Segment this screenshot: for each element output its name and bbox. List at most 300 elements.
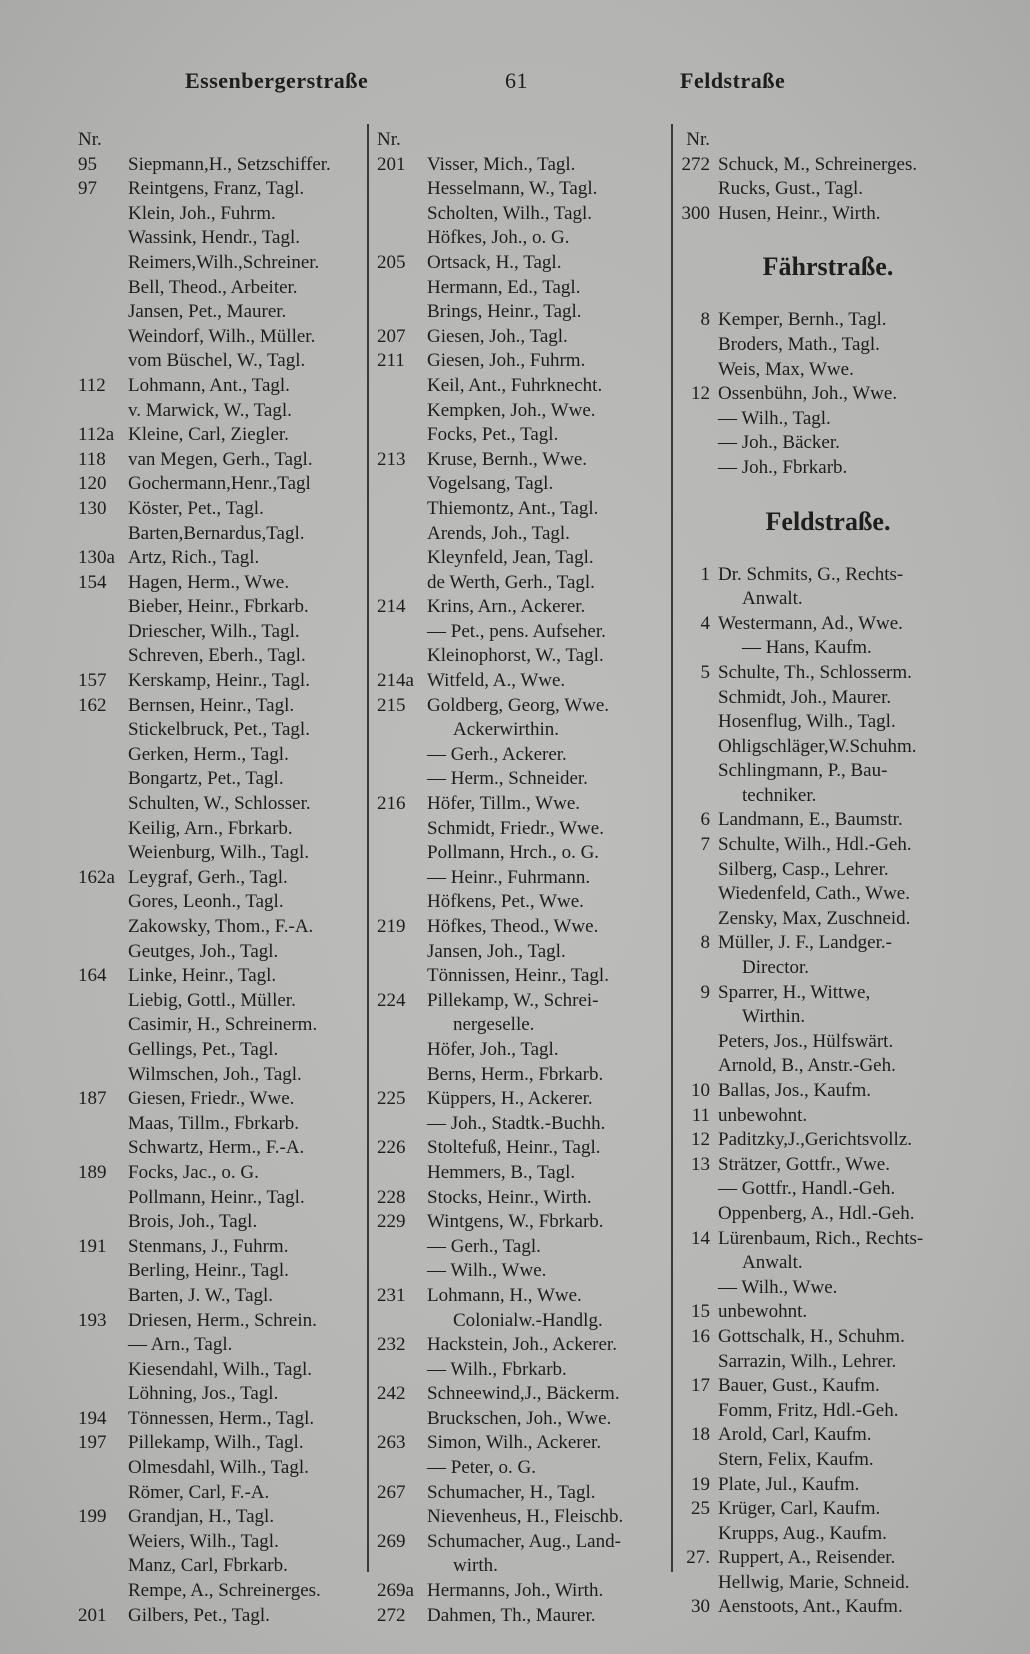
house-number: 6 [700,809,710,831]
resident-entry: Thiemontz, Ant., Tagl. [427,497,599,519]
resident-entry: Oppenberg, A., Hdl.-Geh. [718,1202,915,1224]
directory-entry [678,382,978,407]
directory-entry [678,1128,978,1153]
house-number: 211 [377,350,405,372]
house-number: 242 [377,1383,406,1405]
directory-entry [678,1276,978,1301]
resident-entry: Schuck, M., Schreinerges. [718,153,918,175]
resident-entry: Barten, J. W., Tagl. [128,1284,274,1306]
resident-entry: Colonialw.-Handlg. [453,1309,603,1331]
resident-entry: Sparrer, H., Wittwe, [718,981,871,1003]
house-number: 15 [691,1301,710,1323]
resident-entry: Löhning, Jos., Tagl. [128,1383,279,1405]
resident-entry: Schumacher, Aug., Land- [427,1530,621,1552]
resident-entry: Höfkes, Theod., Wwe. [427,916,599,937]
resident-entry: Fomm, Fritz, Hdl.-Geh. [718,1399,899,1421]
directory-entry [678,407,978,432]
resident-entry: — Joh., Fbrkarb. [718,456,848,478]
resident-entry: Reimers,Wilh.,Schreiner. [128,251,320,273]
resident-entry: Kleynfeld, Jean, Tagl. [427,547,594,569]
resident-entry: Hemmers, B., Tagl. [427,1161,576,1183]
house-number: 154 [78,571,107,593]
resident-entry: Liebig, Gottl., Müller. [128,989,296,1011]
directory-entry [678,956,978,981]
resident-entry: Siepmann,H., Setzschiffer. [128,153,331,175]
directory-entry [678,1595,978,1620]
house-number: 191 [78,1235,107,1257]
resident-entry: — Hans, Kaufm. [742,637,872,659]
house-number: 199 [78,1506,107,1528]
resident-entry: Kiesendahl, Wilh., Tagl. [128,1358,313,1380]
resident-entry: Köster, Pet., Tagl. [128,497,264,519]
resident-entry: Maas, Tillm., Fbrkarb. [128,1112,300,1134]
resident-entry: — Peter, o. G. [427,1457,536,1479]
house-number: 162 [78,694,107,716]
resident-entry: Sarrazin, Wilh., Lehrer. [718,1350,897,1372]
running-header-right: Feldstraße [680,68,786,93]
column-divider [671,124,673,1572]
house-number: 120 [78,473,107,495]
house-number: 95 [78,153,97,175]
directory-entry [678,1497,978,1522]
resident-entry: — Wilh., Tagl. [718,407,831,429]
house-number: 8 [700,932,710,954]
house-number: 9 [700,981,710,1003]
resident-entry: Leygraf, Gerh., Tagl. [128,866,288,888]
resident-entry: Römer, Carl, F.-A. [128,1481,270,1503]
resident-entry: Müller, J. F., Landger.- [718,932,892,954]
house-number: 272 [681,153,710,175]
resident-entry: — Joh., Bäcker. [718,432,840,454]
directory-entry [678,177,978,202]
resident-entry: Kleine, Carl, Ziegler. [128,424,289,446]
resident-entry: — Gottfr., Handl.-Geh. [718,1178,896,1200]
directory-entry [678,833,978,858]
directory-entry [678,1423,978,1448]
resident-entry: Krins, Arn., Ackerer. [427,596,586,618]
directory-entry [678,981,978,1006]
house-number: 194 [78,1407,107,1429]
house-number: 7 [700,834,710,856]
directory-column-3 [678,128,978,1620]
running-header-left: Essenbergerstraße [185,68,369,93]
house-number: 189 [78,1161,107,1183]
resident-entry: Höfkes, Joh., o. G. [427,227,570,249]
resident-entry: Casimir, H., Schreinerm. [128,1014,318,1036]
resident-entry: Barten,Bernardus,Tagl. [128,522,305,544]
resident-entry: Aenstoots, Ant., Kaufm. [718,1596,903,1618]
house-number: 118 [78,448,106,470]
resident-entry: Tönnessen, Herm., Tagl. [128,1407,315,1429]
resident-entry: Westermann, Ad., Wwe. [718,612,903,634]
resident-entry: Arends, Joh., Tagl. [427,522,570,544]
house-number: 267 [377,1481,406,1503]
resident-entry: Krüger, Carl, Kaufm. [718,1498,881,1520]
resident-entry: Weienburg, Wilh., Tagl. [128,842,310,864]
directory-entry [678,1227,978,1252]
directory-entry [678,735,978,760]
resident-entry: Pillekamp, Wilh., Tagl. [128,1432,304,1454]
resident-entry: unbewohnt. [718,1104,808,1126]
house-number: 130 [78,497,107,519]
resident-entry: Focks, Pet., Tagl. [427,424,559,446]
resident-entry: Director. [742,957,810,979]
resident-entry: Landmann, E., Baumstr. [718,809,903,831]
resident-entry: Visser, Mich., Tagl. [427,153,576,175]
resident-entry: Dahmen, Th., Maurer. [427,1604,596,1626]
house-number: 97 [78,178,97,200]
resident-entry: Simon, Wilh., Ackerer. [427,1432,602,1454]
resident-entry: Bieber, Heinr., Fbrkarb. [128,596,309,618]
resident-entry: Anwalt. [742,588,803,610]
street-heading: Feldstraße. [765,506,891,536]
resident-entry: Schulte, Wilh., Hdl.-Geh. [718,834,912,856]
resident-entry: Wiedenfeld, Cath., Wwe. [718,883,910,905]
directory-entry [678,128,978,153]
house-number: 12 [691,1129,710,1151]
resident-entry: Wassink, Hendr., Tagl. [128,227,300,249]
resident-entry: Manz, Carl, Fbrkarb. [128,1555,288,1577]
resident-entry: Olmesdahl, Wilh., Tagl. [128,1457,309,1479]
resident-entry: Plate, Jul., Kaufm. [718,1473,860,1495]
directory-entry [678,1325,978,1350]
resident-entry: Dr. Schmits, G., Rechts- [718,563,904,585]
resident-entry: Gilbers, Pet., Tagl. [128,1604,270,1626]
resident-entry: Focks, Jac., o. G. [128,1161,259,1183]
directory-entry [678,636,978,661]
house-number: 226 [377,1137,406,1159]
house-number: 215 [377,694,406,716]
resident-entry: Stocks, Heinr., Wirth. [427,1186,592,1208]
house-number: 18 [691,1424,710,1446]
resident-entry: Klein, Joh., Fuhrm. [128,202,276,224]
resident-entry: Bongartz, Pet., Tagl. [128,768,284,790]
directory-entry [678,333,978,358]
resident-entry: Ossenbühn, Joh., Wwe. [718,383,898,405]
resident-entry: Hagen, Herm., Wwe. [128,571,290,593]
resident-entry: Lohmann, Ant., Tagl. [128,374,290,396]
house-number: 30 [691,1596,710,1618]
house-number: 162a [78,866,115,888]
directory-entry [678,661,978,686]
house-number: 272 [377,1604,406,1626]
resident-entry: Küppers, H., Ackerer. [427,1088,593,1110]
house-number: 5 [700,661,710,683]
resident-entry: Broders, Math., Tagl. [718,333,880,355]
resident-entry: Hermanns, Joh., Wirth. [427,1580,604,1602]
resident-entry: Ackerwirthin. [453,719,560,741]
house-number: 164 [78,965,107,987]
directory-entry [678,456,978,481]
directory-entry [678,202,978,227]
resident-entry: Lohmann, H., Wwe. [427,1284,582,1306]
resident-entry: — Herm., Schneider. [427,768,588,790]
house-number: 214a [377,670,414,692]
resident-entry: Husen, Heinr., Wirth. [718,202,881,224]
directory-entry [678,759,978,784]
house-number: 16 [691,1325,710,1347]
resident-entry: Ortsack, H., Tagl. [427,251,562,273]
resident-entry: Kempken, Joh., Wwe. [427,399,596,421]
street-heading: Fährstraße. [762,252,894,282]
house-number: 130a [78,547,115,569]
resident-entry: Stenmans, J., Fuhrm. [128,1235,289,1257]
resident-entry: Jansen, Pet., Maurer. [128,301,287,323]
resident-entry: Peters, Jos., Hülfswärt. [718,1030,894,1052]
resident-entry: — Pet., pens. Aufseher. [427,620,606,642]
resident-entry: Scholten, Wilh., Tagl. [427,202,593,224]
house-number: 19 [691,1473,710,1495]
resident-entry: Schlingmann, P., Bau- [718,760,888,782]
resident-entry: Höfkens, Pet., Wwe. [427,891,584,913]
resident-entry: Ballas, Jos., Kaufm. [718,1080,872,1101]
house-number: 229 [377,1211,406,1233]
resident-entry: Ohligschläger,W.Schuhm. [718,735,917,757]
resident-entry: Höfer, Joh., Tagl. [427,1038,559,1060]
directory-entry [678,1054,978,1079]
resident-entry: Giesen, Friedr., Wwe. [128,1088,295,1110]
resident-entry: — Gerh., Tagl. [427,1235,541,1257]
resident-entry: Bruckschen, Joh., Wwe. [427,1407,612,1429]
resident-entry: Gellings, Pet., Tagl. [128,1038,279,1060]
resident-entry: Reintgens, Franz, Tagl. [128,178,305,200]
directory-entry [678,1350,978,1375]
resident-entry: Schmidt, Friedr., Wwe. [427,817,604,839]
house-number: 12 [691,383,710,405]
resident-entry: Weiers, Wilh., Tagl. [128,1530,279,1552]
directory-entry [678,1005,978,1030]
resident-entry: unbewohnt. [718,1301,808,1323]
resident-entry: Wirthin. [742,1006,806,1028]
resident-entry: Keil, Ant., Fuhrknecht. [427,374,603,396]
house-number: Nr. [78,129,102,150]
resident-entry: Zensky, Max, Zuschneid. [718,907,911,929]
resident-entry: Berling, Heinr., Tagl. [128,1260,289,1282]
directory-entry [678,907,978,932]
resident-entry: Höfer, Tillm., Wwe. [427,793,581,815]
resident-entry: wirth. [453,1555,498,1577]
resident-entry: Schneewind,J., Bäckerm. [427,1383,620,1405]
resident-entry: — Joh., Stadtk.-Buchh. [427,1112,606,1134]
resident-entry: Hellwig, Marie, Schneid. [718,1571,910,1593]
resident-entry: Schwartz, Herm., F.-A. [128,1137,305,1159]
resident-entry: Schumacher, H., Tagl. [427,1481,596,1503]
resident-entry: Anwalt. [742,1252,803,1274]
directory-entry [678,1251,978,1276]
resident-entry: Witfeld, A., Wwe. [427,670,566,692]
resident-entry: Bell, Theod., Arbeiter. [128,276,298,298]
directory-entry [678,431,978,456]
directory-entry [678,858,978,883]
house-number: 214 [377,596,406,618]
resident-entry: Tönnissen, Heinr., Tagl. [427,965,609,987]
resident-entry: Geutges, Joh., Tagl. [128,940,279,962]
resident-entry: Artz, Rich., Tagl. [128,547,260,569]
resident-entry: Schulten, W., Schlosser. [128,793,311,815]
resident-entry: Strätzer, Gottfr., Wwe. [718,1153,890,1175]
directory-entry [678,931,978,956]
resident-entry: — Wilh., Wwe. [427,1260,547,1282]
resident-entry: Giesen, Joh., Tagl. [427,325,568,347]
house-number: 205 [377,251,406,273]
directory-entry [678,153,978,178]
resident-entry: Wilmschen, Joh., Tagl. [128,1063,302,1085]
resident-entry: Bauer, Gust., Kaufm. [718,1375,880,1397]
directory-entry [678,358,978,383]
house-number: 224 [377,989,406,1011]
resident-entry: Wintgens, W., Fbrkarb. [427,1211,604,1233]
resident-entry: Grandjan, H., Tagl. [128,1506,275,1528]
resident-entry: Pollmann, Hrch., o. G. [427,842,600,864]
resident-entry: v. Marwick, W., Tagl. [128,399,292,421]
resident-entry: Berns, Herm., Fbrkarb. [427,1063,604,1085]
resident-entry: Jansen, Joh., Tagl. [427,940,566,962]
resident-entry: de Werth, Gerh., Tagl. [427,571,595,593]
resident-entry: Driescher, Wilh., Tagl. [128,620,300,642]
house-number: 17 [691,1375,710,1397]
directory-entry [678,710,978,735]
resident-entry: Gochermann,Henr.,Tagl [128,473,311,495]
resident-entry: Schreven, Eberh., Tagl. [128,645,306,667]
resident-entry: Stoltefuß, Heinr., Tagl. [427,1137,601,1159]
resident-entry: Zakowsky, Thom., F.-A. [128,916,314,937]
directory-entry [678,1300,978,1325]
directory-entry [678,1177,978,1202]
resident-entry: Stickelbruck, Pet., Tagl. [128,719,310,741]
resident-entry: Driesen, Herm., Schrein. [128,1309,317,1331]
resident-entry: Pillekamp, W., Schrei- [427,989,599,1011]
directory-entry [678,882,978,907]
house-number: 207 [377,325,406,347]
house-number: 269a [377,1580,414,1602]
directory-entry [678,1079,978,1104]
house-number: Nr. [377,129,401,150]
resident-entry: Giesen, Joh., Fuhrm. [427,350,586,372]
resident-entry: Rucks, Gust., Tagl. [718,178,864,200]
house-number: 225 [377,1088,406,1110]
resident-entry: Pollmann, Heinr., Tagl. [128,1186,305,1208]
house-number: 13 [691,1153,710,1175]
resident-entry: Linke, Heinr., Tagl. [128,965,277,987]
house-number: 300 [681,202,710,224]
resident-entry: — Gerh., Ackerer. [427,743,567,765]
directory-entry [678,1104,978,1129]
resident-entry: Weindorf, Wilh., Müller. [128,325,316,347]
resident-entry: Bernsen, Heinr., Tagl. [128,694,295,716]
house-number: 25 [691,1498,710,1520]
resident-entry: Keilig, Arn., Fbrkarb. [128,817,293,839]
house-number: 112a [78,424,115,446]
house-number: 263 [377,1432,406,1454]
house-number: 8 [700,309,710,331]
resident-entry: techniker. [742,784,817,806]
page-number: 61 [505,68,528,93]
house-number: 232 [377,1334,406,1356]
resident-entry: Schulte, Th., Schlosserm. [718,661,912,683]
resident-entry: Lürenbaum, Rich., Rechts- [718,1227,924,1249]
resident-entry: vom Büschel, W., Tagl. [128,350,306,372]
resident-entry: Stern, Felix, Kaufm. [718,1448,874,1470]
resident-entry: — Wilh., Fbrkarb. [427,1358,567,1380]
house-number: 228 [377,1186,406,1208]
resident-entry: Hesselmann, W., Tagl. [427,178,598,200]
resident-entry: Gerken, Herm., Tagl. [128,743,289,765]
resident-entry: Gottschalk, H., Schuhm. [718,1325,905,1347]
house-number: 269 [377,1530,406,1552]
directory-entry [678,1571,978,1596]
house-number: 193 [78,1309,107,1331]
house-number: 197 [78,1432,107,1454]
directory-entry [678,563,978,588]
column-divider [367,124,369,1572]
resident-entry: Vogelsang, Tagl. [427,473,554,495]
resident-entry: Kemper, Bernh., Tagl. [718,309,887,331]
directory-entry [678,308,978,333]
resident-entry: — Wilh., Wwe. [718,1276,838,1298]
house-number: 216 [377,793,406,815]
resident-entry: nergeselle. [453,1014,535,1036]
directory-entry [678,1202,978,1227]
resident-entry: Hosenflug, Wilh., Tagl. [718,711,896,733]
house-number: 201 [78,1604,107,1626]
resident-entry: Paditzky,J.,Gerichtsvollz. [718,1129,913,1151]
resident-entry: Goldberg, Georg, Wwe. [427,694,610,716]
resident-entry: — Arn., Tagl. [128,1334,233,1356]
resident-entry: Schmidt, Joh., Maurer. [718,686,892,708]
resident-entry: Brings, Heinr., Tagl. [427,301,582,323]
resident-entry: Nievenheus, H., Fleischb. [427,1506,624,1528]
resident-entry: Weis, Max, Wwe. [718,358,854,380]
house-number: 112 [78,374,106,396]
directory-entry [678,808,978,833]
resident-entry: van Megen, Gerh., Tagl. [128,448,313,470]
resident-entry: Brois, Joh., Tagl. [128,1211,258,1233]
house-number: 11 [691,1104,710,1126]
resident-entry: Kerskamp, Heinr., Tagl. [128,670,310,692]
directory-entry [678,1473,978,1498]
directory-entry [678,1546,978,1571]
directory-entry [678,1399,978,1424]
resident-entry: Arold, Carl, Kaufm. [718,1424,872,1446]
resident-entry: Gores, Leonh., Tagl. [128,891,284,913]
house-number: 14 [691,1227,710,1249]
resident-entry: Hermann, Ed., Tagl. [427,276,581,298]
house-number: 187 [78,1088,107,1110]
house-number: 10 [691,1080,710,1101]
resident-entry: Silberg, Casp., Lehrer. [718,858,889,880]
house-number: 201 [377,153,406,175]
resident-entry: Arnold, B., Anstr.-Geh. [718,1055,896,1077]
directory-entry [678,784,978,809]
house-number: 213 [377,448,406,470]
resident-entry: Ruppert, A., Reisender. [718,1547,896,1569]
house-number: 231 [377,1284,406,1306]
resident-entry: Hackstein, Joh., Ackerer. [427,1334,617,1356]
house-number: 157 [78,670,107,692]
directory-entry [678,1374,978,1399]
resident-entry: Krupps, Aug., Kaufm. [718,1522,887,1544]
directory-entry [678,1153,978,1178]
directory-entry [678,686,978,711]
house-number: 27. [686,1547,710,1569]
house-number: 4 [700,612,710,634]
resident-entry: Kleinophorst, W., Tagl. [427,645,604,667]
house-number: 219 [377,916,406,937]
directory-entry [678,1030,978,1055]
directory-entry [678,1448,978,1473]
resident-entry: Rempe, A., Schreinerges. [128,1580,321,1602]
directory-entry [678,1522,978,1547]
